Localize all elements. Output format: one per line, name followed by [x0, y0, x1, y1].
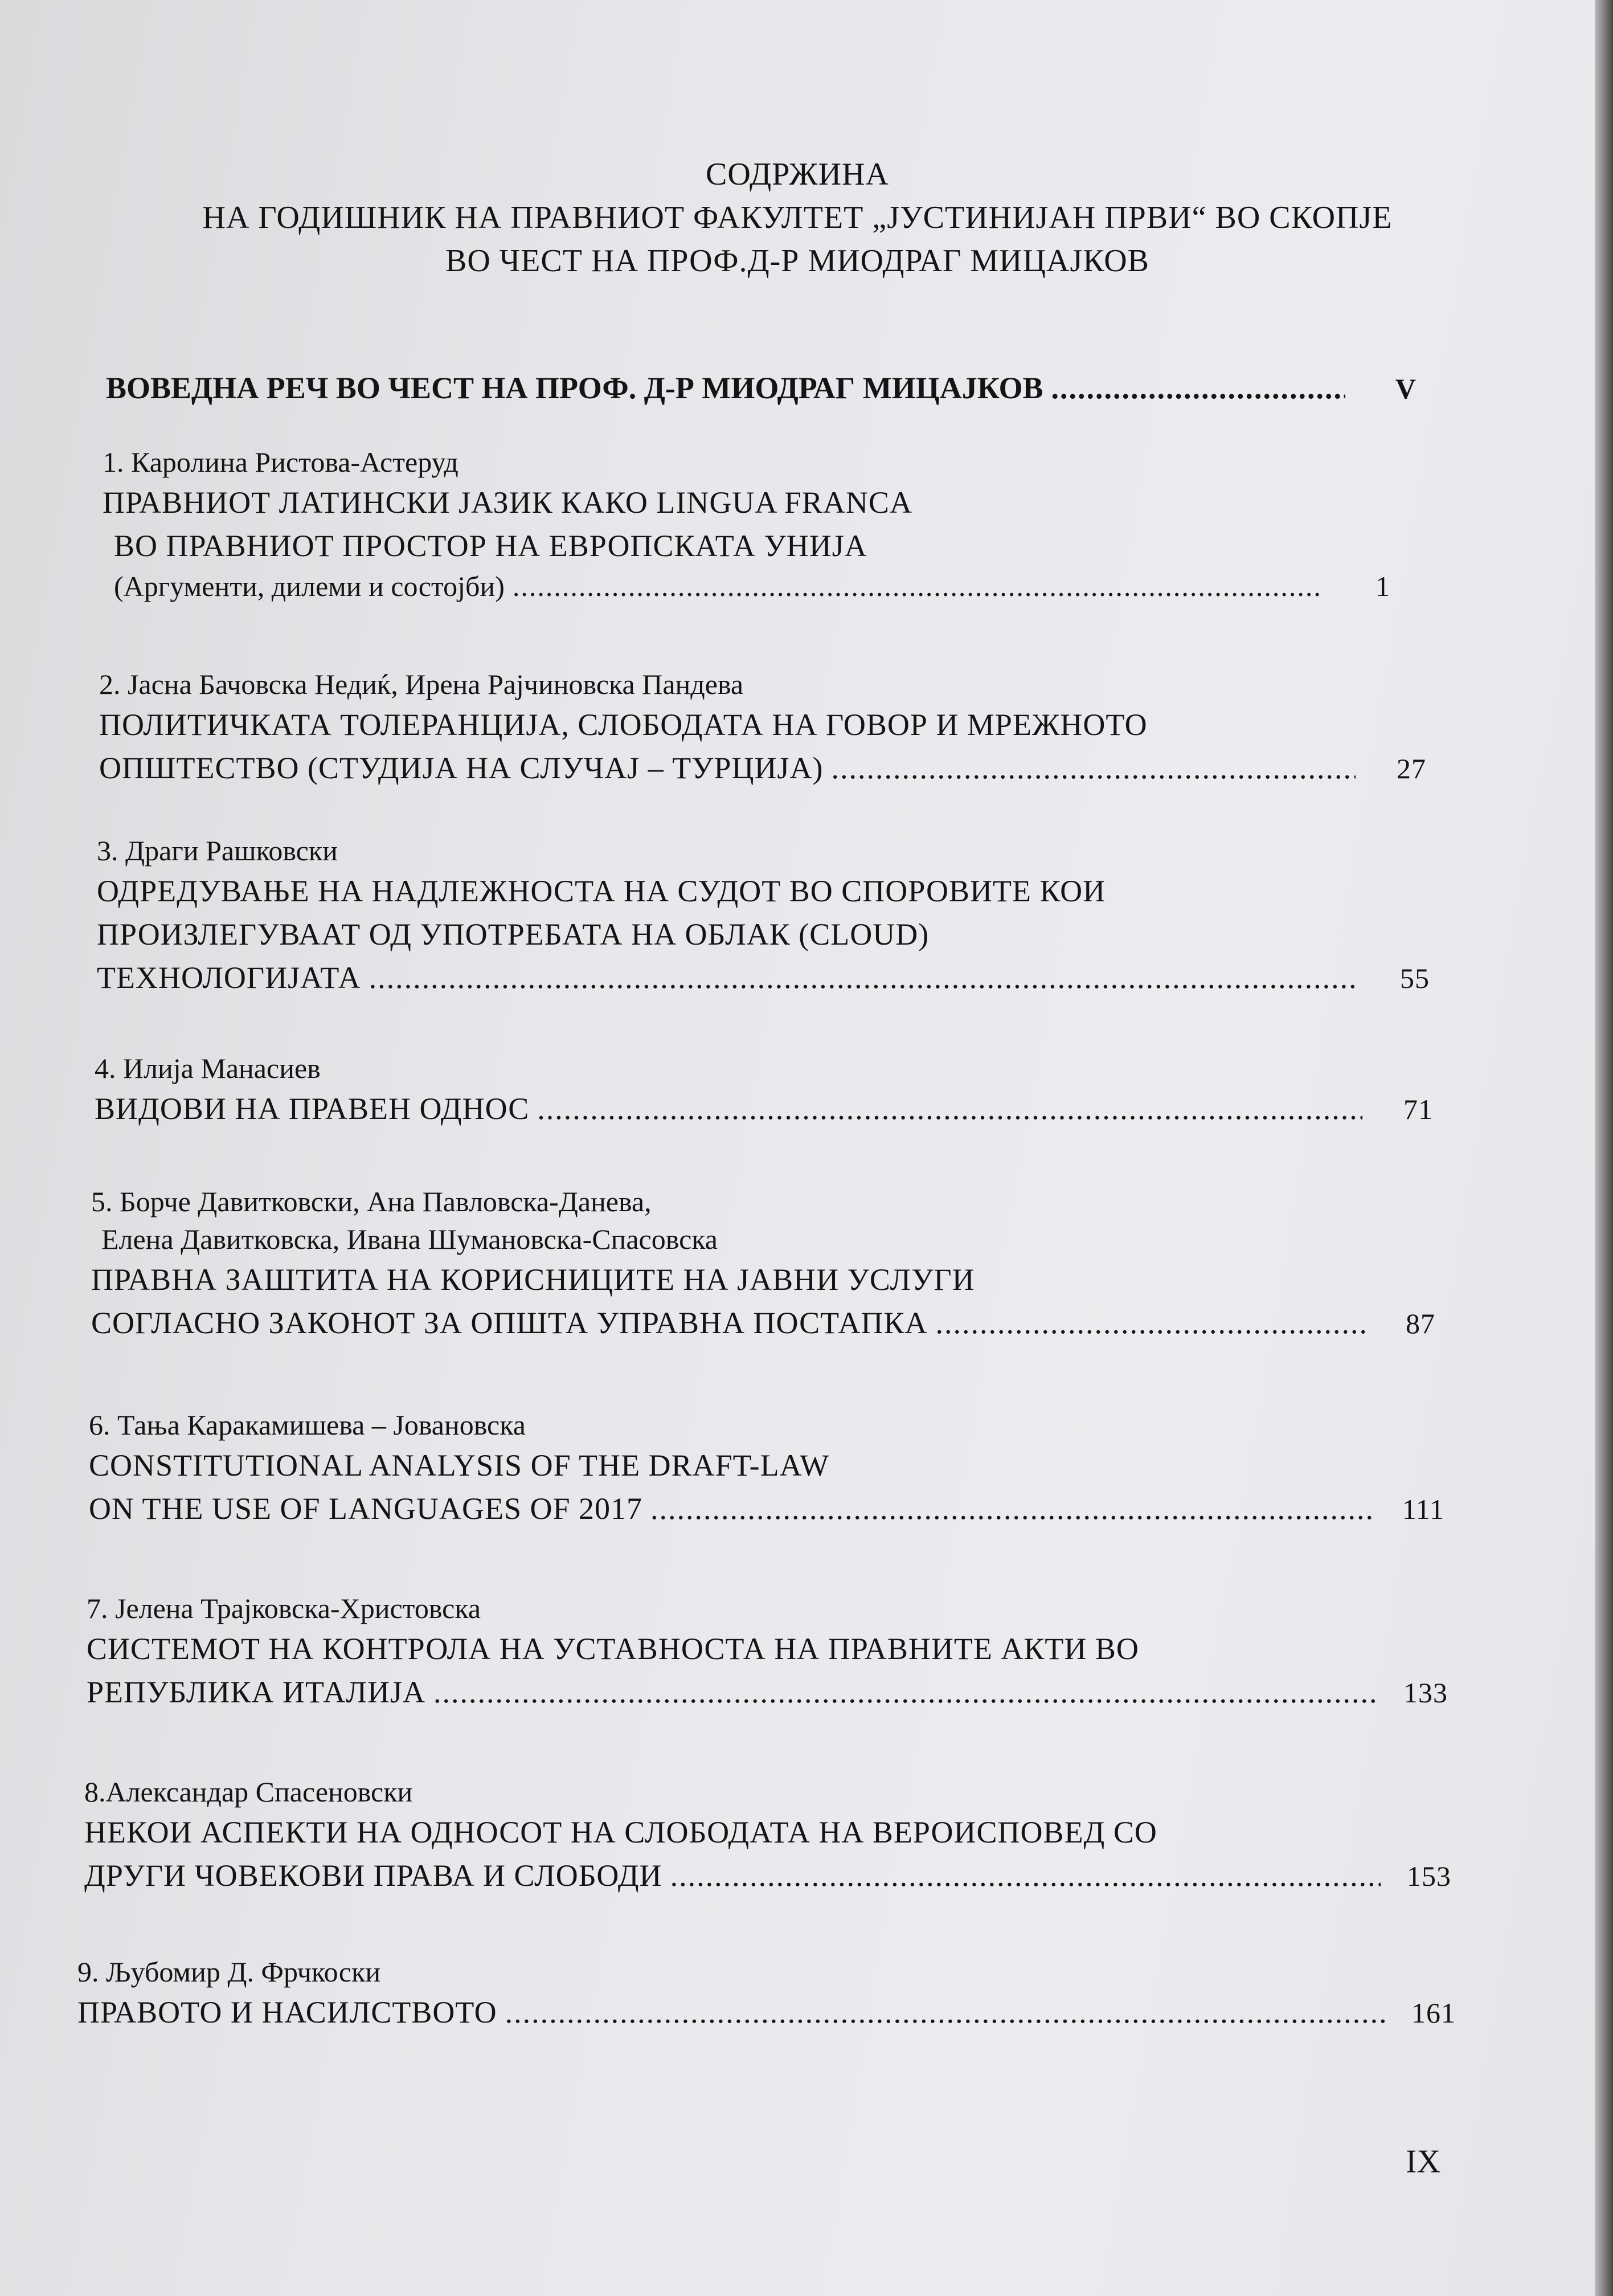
- contents-header: [114, 153, 1481, 283]
- entry-page: 153: [1407, 1860, 1451, 1892]
- toc-entry-5: [91, 1183, 1469, 1345]
- header-line-3: ВО ЧЕСТ НА ПРОФ.Д-Р МИОДРАГ МИЦАЈКОВ: [445, 243, 1149, 279]
- entry-title-last: ВИДОВИ НА ПРАВЕН ОДНОС: [95, 1092, 530, 1126]
- entry-page: 111: [1402, 1493, 1444, 1525]
- entry-authors: 4. Илија Манасиев: [95, 1052, 321, 1084]
- entry-title-line: НЕКОИ АСПЕКТИ НА ОДНОСОТ НА СЛОБОДАТА НА ВЕРОИСПОВЕД СО: [84, 1815, 1157, 1849]
- entry-title-last: СОГЛАСНО ЗАКОНОТ ЗА ОПШТА УПРАВНА ПОСТАПКА: [91, 1306, 928, 1340]
- entry-title-last: РЕПУБЛИКА ИТАЛИЈА: [87, 1675, 425, 1709]
- page-number: IX: [1406, 2143, 1441, 2180]
- entry-last-line: [99, 746, 1426, 790]
- dot-leader: [433, 1670, 1377, 1714]
- entry-authors: 1. Каролина Ристова-Астеруд: [103, 446, 458, 478]
- toc-entry-2: [99, 665, 1477, 790]
- entry-last-line: [84, 1854, 1451, 1898]
- toc-entry-7: [87, 1590, 1465, 1714]
- toc-entry-6: [89, 1406, 1467, 1531]
- entry-page: 161: [1411, 1997, 1456, 2029]
- entry-last-line: [77, 1991, 1456, 2034]
- dot-leader: [831, 746, 1356, 790]
- entry-title-line: ПРАВНА ЗАШТИТА НА КОРИСНИЦИТЕ НА ЈАВНИ УСЛУГИ: [91, 1263, 975, 1297]
- entry-last-line: [95, 1087, 1433, 1131]
- toc-entry-1: [103, 443, 1481, 605]
- toc-entry-8: [84, 1773, 1463, 1898]
- entry-title-last: ТЕХНОЛОГИЈАТА: [97, 961, 361, 995]
- entry-last-line: [91, 1301, 1435, 1345]
- entry-title-last: ОПШТЕСТВО (СТУДИЈА НА СЛУЧАЈ – ТУРЦИЈА): [99, 751, 824, 785]
- entry-title-line: ПРОИЗЛЕГУВААТ ОД УПОТРЕБАТА НА ОБЛАК (CLOUD): [97, 917, 930, 951]
- dot-leader: [369, 956, 1359, 999]
- entry-page: 1: [1375, 570, 1390, 602]
- book-edge: [1595, 0, 1613, 2296]
- entry-authors: 8.Александар Спасеновски: [84, 1776, 413, 1808]
- entry-page: 71: [1403, 1093, 1433, 1125]
- dot-leader: [505, 1991, 1385, 2034]
- dot-leader: [537, 1087, 1362, 1130]
- entry-authors: Елена Давитковска, Ивана Шумановска-Спасовска: [101, 1223, 718, 1255]
- dot-leader: [650, 1487, 1374, 1530]
- entry-title-last: ON THE USE OF LANGUAGES OF 2017: [89, 1492, 643, 1526]
- entry-last-line: [87, 1670, 1448, 1714]
- entry-title-last: ДРУГИ ЧОВЕКОВИ ПРАВА И СЛОБОДИ: [84, 1858, 662, 1893]
- entry-title-line: CONSTITUTIONAL ANALYSIS OF THE DRAFT-LAW: [89, 1448, 830, 1482]
- intro-title: ВОВЕДНА РЕЧ ВО ЧЕСТ НА ПРОФ. Д-Р МИОДРАГ МИЦАЈКОВ: [106, 371, 1043, 405]
- intro-page: V: [1395, 373, 1416, 405]
- entry-title-line: ПРАВНИОТ ЛАТИНСКИ ЈАЗИК КАКО LINGUA FRANCA: [103, 485, 912, 520]
- entry-page: 55: [1400, 962, 1430, 994]
- entry-last-line: [103, 567, 1390, 605]
- dot-leader: [935, 1301, 1365, 1345]
- toc-entry-3: [97, 832, 1475, 1000]
- entry-title-last: ПРАВОТО И НАСИЛСТВОТО: [77, 1995, 497, 2029]
- entry-authors: 6. Тања Каракамишева – Јовановска: [89, 1409, 526, 1441]
- dot-leader: [670, 1854, 1381, 1897]
- entry-authors: 2. Јасна Бачовска Недиќ, Ирена Рајчиновска Пандева: [99, 668, 744, 700]
- toc-entry-9: [77, 1953, 1456, 2034]
- entry-page: 87: [1406, 1308, 1435, 1339]
- entry-authors: 7. Јелена Трајковска-Христовска: [87, 1592, 481, 1624]
- dot-leader: [1051, 370, 1345, 406]
- entry-subtitle: (Аргументи, дилеми и состојби): [114, 570, 505, 602]
- entry-last-line: [97, 956, 1430, 1000]
- entry-authors: 5. Борче Давитковски, Ана Павловска-Данева,: [91, 1186, 652, 1218]
- header-line-2: НА ГОДИШНИК НА ПРАВНИОТ ФАКУЛТЕТ „ЈУСТИНИЈАН ПРВИ“ ВО СКОПЈЕ: [202, 200, 1393, 235]
- dot-leader: [513, 567, 1319, 605]
- entry-authors: 3. Драги Рашковски: [97, 835, 338, 867]
- entry-page: 133: [1403, 1677, 1448, 1709]
- entry-title-line: СИСТЕМОТ НА КОНТРОЛА НА УСТАВНОСТА НА ПРАВНИТЕ АКТИ ВО: [87, 1632, 1139, 1666]
- intro-entry: [106, 370, 1416, 406]
- toc-entry-4: [95, 1049, 1473, 1131]
- entry-title-line: ВО ПРАВНИОТ ПРОСТОР НА ЕВРОПСКАТА УНИЈА: [114, 529, 867, 563]
- entry-page: 27: [1397, 753, 1426, 785]
- entry-last-line: [89, 1487, 1444, 1531]
- entry-title-line: ПОЛИТИЧКАТА ТОЛЕРАНЦИЈА, СЛОБОДАТА НА ГОВОР И МРЕЖНОТО: [99, 708, 1148, 742]
- entry-title-line: ОДРЕДУВАЊЕ НА НАДЛЕЖНОСТА НА СУДОТ ВО СПОРОВИТЕ КОИ: [97, 874, 1106, 908]
- header-line-1: СОДРЖИНА: [706, 157, 889, 192]
- entry-authors: 9. Љубомир Д. Фрчкоски: [77, 1956, 381, 1988]
